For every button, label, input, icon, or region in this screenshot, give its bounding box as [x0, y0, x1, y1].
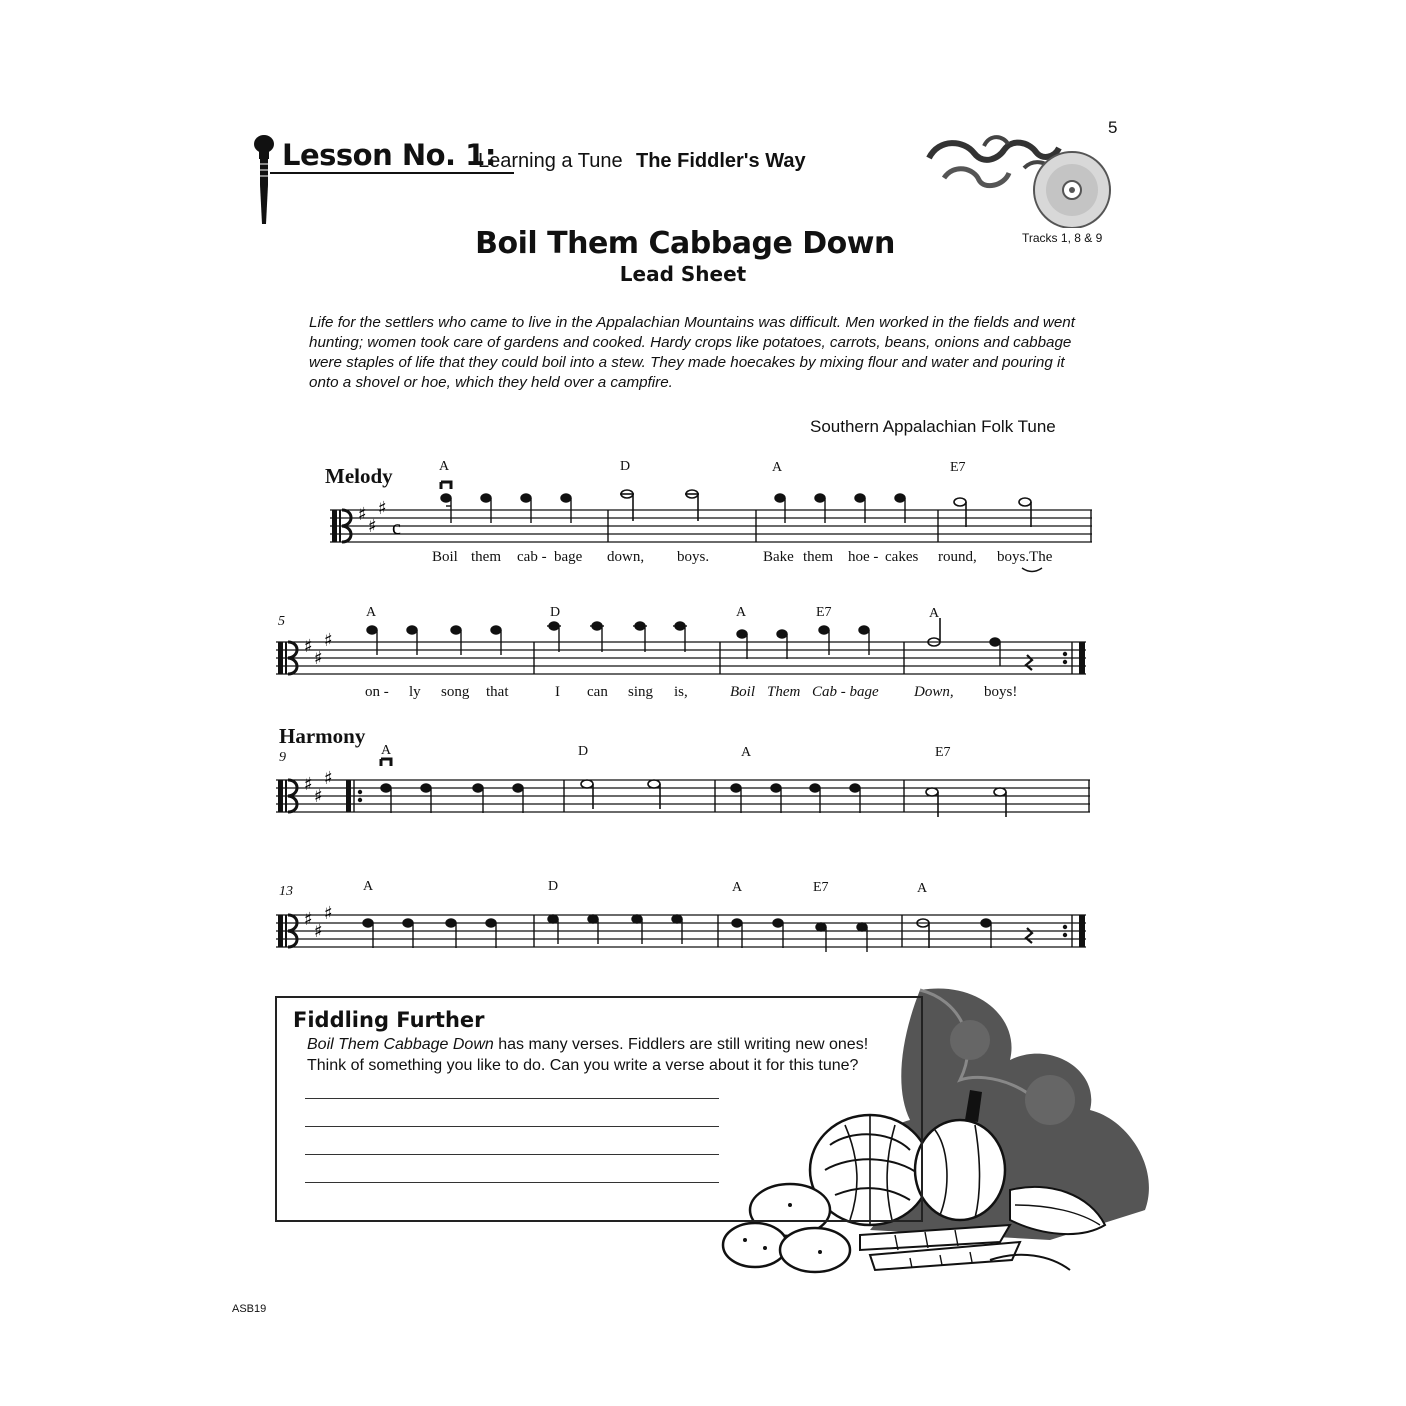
staff-system-1 [320, 475, 1100, 555]
lyric-syllable: song [441, 684, 470, 700]
lyric-syllable: boys.The [997, 549, 1053, 565]
fiddle-peg-icon [250, 134, 280, 226]
staff-system-3 [268, 755, 1098, 825]
svg-text:♯: ♯ [314, 648, 323, 669]
fiddling-further-text-line2: Think of something you like to do. Can you write a verse about it for this tune? [307, 1057, 859, 1074]
svg-text:♯: ♯ [358, 504, 367, 525]
svg-text:♯: ♯ [314, 786, 323, 807]
lyric-syllable: them [471, 549, 501, 565]
measure-number: 5 [278, 614, 285, 629]
lyric-syllable: is, [674, 684, 688, 700]
chord-symbol: D [550, 605, 561, 620]
chord-symbol: A [732, 880, 743, 895]
svg-text:♯: ♯ [304, 774, 313, 795]
svg-text:♯: ♯ [304, 909, 313, 930]
svg-text:♯: ♯ [304, 636, 313, 657]
slur-mark [1020, 566, 1044, 574]
fiddling-further-title: Fiddling Further [293, 1008, 485, 1032]
fiddling-further-text-rest: has many verses. Fiddlers are still writing new ones! [493, 1036, 869, 1053]
lyric-syllable: boys. [677, 549, 710, 565]
lyric-syllable: Bake [763, 549, 794, 565]
lyric-syllable: can [587, 684, 608, 700]
chord-symbol: A [772, 460, 783, 475]
svg-text:♯: ♯ [314, 921, 323, 942]
lyric-syllable: that [486, 684, 509, 700]
composer-credit: Southern Appalachian Folk Tune [810, 417, 1056, 436]
lyric-syllable: I [555, 684, 560, 700]
lyric-syllable: cab - [517, 549, 547, 565]
lesson-subtitle: Learning a Tune [478, 150, 623, 172]
chord-symbol: A [929, 606, 940, 621]
chord-symbol: A [363, 879, 374, 894]
intro-paragraph: Life for the settlers who came to live in the Appalachian Mountains was difficult. Men worked in the fields and went hunting; women took care of gardens and cooked. Hardy crops like potatoes, carrots, beans, onions and cabbage were staples of life that they could boil into a stew. They made hoecakes by mixing flour and water and pouring it onto a shovel or hoe, which they held over a campfire. [309, 314, 1075, 391]
lyric-syllable: boys! [984, 684, 1018, 700]
lyric-syllable: hoe - [848, 549, 879, 565]
lyric-syllable: Boil [432, 549, 458, 565]
chord-symbol: D [578, 744, 589, 759]
lyric-syllable: Boil [730, 684, 755, 700]
page-number: 5 [1108, 118, 1118, 137]
staff-system-2 [268, 610, 1098, 690]
chord-symbol: D [620, 459, 631, 474]
lyric-syllable: ly [409, 684, 421, 700]
chord-symbol: A [736, 605, 747, 620]
writing-line[interactable] [305, 1098, 719, 1099]
lyric-syllable: cakes [885, 549, 919, 565]
tracks-label: Tracks 1, 8 & 9 [1022, 231, 1103, 245]
svg-text:♯: ♯ [324, 630, 333, 651]
lyric-syllable: on - [365, 684, 389, 700]
measure-number: 13 [279, 884, 293, 899]
song-title: Boil Them Cabbage Down [475, 226, 895, 261]
writing-line[interactable] [305, 1126, 719, 1127]
chord-symbol: E7 [816, 605, 832, 620]
writing-line[interactable] [305, 1154, 719, 1155]
lesson-subtitle-bold: The Fiddler's Way [636, 150, 806, 172]
fiddling-further-text [307, 1034, 907, 1076]
cd-ornament-icon [924, 128, 1114, 228]
lyric-syllable: Them [767, 684, 801, 700]
lyric-syllable: sing [628, 684, 654, 700]
writing-line[interactable] [305, 1182, 719, 1183]
staff-system-4 [268, 890, 1098, 960]
melody-label: Melody [325, 464, 393, 488]
chord-symbol: A [741, 745, 752, 760]
lyric-syllable: bage [554, 549, 583, 565]
chord-symbol: A [366, 605, 377, 620]
svg-text:♯: ♯ [378, 498, 387, 519]
product-code: ASB19 [232, 1303, 267, 1315]
chord-symbol: A [381, 743, 392, 758]
chord-symbol: E7 [813, 880, 829, 895]
svg-text:c: c [392, 517, 401, 539]
song-subtitle: Lead Sheet [619, 262, 747, 286]
harmony-label: Harmony [279, 724, 366, 748]
lyric-syllable: Down, [914, 684, 954, 700]
chord-symbol: E7 [950, 460, 966, 475]
lyric-syllable: Cab - bage [812, 684, 879, 700]
measure-number: 9 [279, 750, 286, 765]
chord-symbol: D [548, 879, 559, 894]
chord-symbol: A [917, 881, 928, 896]
lyric-syllable: round, [938, 549, 977, 565]
chord-symbol: A [439, 459, 450, 474]
lyric-syllable: down, [607, 549, 645, 565]
svg-text:♯: ♯ [368, 516, 377, 537]
lyric-syllable: them [803, 549, 833, 565]
svg-text:♯: ♯ [324, 903, 333, 924]
chord-symbol: E7 [935, 745, 951, 760]
lesson-title: Lesson No. 1: [282, 138, 496, 172]
song-title-italic: Boil Them Cabbage Down [307, 1036, 494, 1053]
svg-text:♯: ♯ [324, 768, 333, 789]
